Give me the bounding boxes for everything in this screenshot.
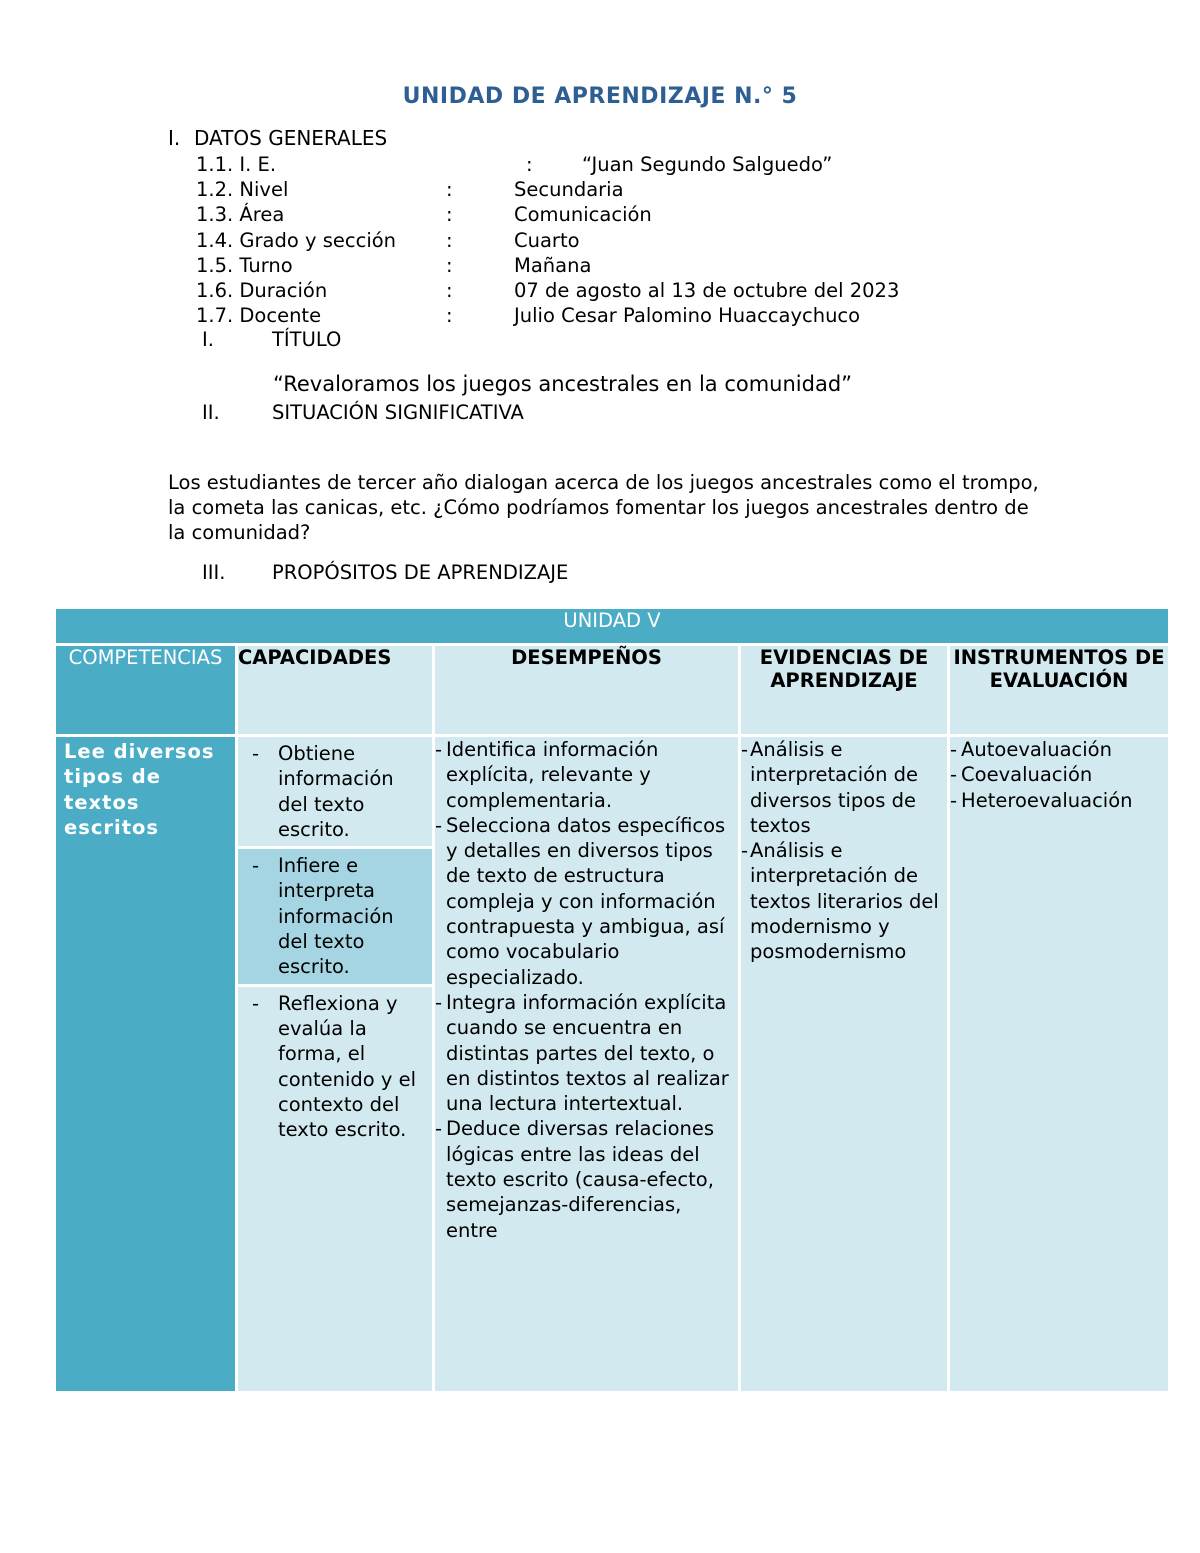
bullet-dash: - [252,991,260,1015]
desempeno-item [435,1116,738,1242]
desempenos-cell [434,736,740,1393]
datos-value: Mañana [514,253,592,277]
instrumento-text: Coevaluación [961,763,1093,787]
section-heading: SITUACIÓN SIGNIFICATIVA [272,401,524,424]
datos-colon: : [446,304,453,328]
capacidad-item [238,987,432,1147]
section-heading: DATOS GENERALES [194,126,388,150]
datos-colon: : [446,228,453,252]
section-heading: TÍTULO [272,328,342,351]
desempeno-text: Selecciona datos específicos y detalles en diversos tipos de texto de estructura compleja y con información contrapuesta y ambigua, así como vocabulario especializado. [446,813,726,989]
instrumento-text: Heteroevaluación [961,788,1133,812]
instrumento-item [950,737,1168,762]
datos-value: “Juan Segundo Salguedo” [582,153,833,176]
bullet-dash: - [252,854,260,878]
bullet-dash: - [435,990,443,1014]
instrumento-item [950,788,1168,813]
datos-label: 1.2. Nivel [196,178,289,202]
datos-label: 1.3. Área [196,203,285,227]
evidencia-text: Análisis e interpretación de textos literarios del modernismo y posmodernismo [750,839,939,964]
section-number: III. [202,561,226,584]
datos-colon: : [446,253,453,277]
instrumentos-cell [949,736,1170,1393]
datos-colon: : [446,203,453,227]
propositos-table [53,606,1171,1394]
bullet-dash: - [950,788,958,812]
capacidades-cell [237,736,434,1393]
desempeno-item [435,813,738,990]
datos-colon: : [446,278,453,302]
datos-value: 07 de agosto al 13 de octubre del 2023 [514,278,900,302]
unit-title-text: “Revaloramos los juegos ancestrales en la comunidad” [273,372,853,396]
header-evidencias: EVIDENCIAS DE APRENDIZAJE [740,645,949,736]
desempeno-item [435,737,738,813]
section-number: I. [202,328,214,351]
bullet-dash: - [435,1117,443,1141]
datos-label: 1.1. I. E. [196,153,277,176]
table-header-row [55,645,1170,736]
bullet-dash: - [741,839,749,863]
datos-value: Secundaria [514,178,624,202]
table-row [55,736,1170,1393]
header-desempenos: DESEMPEÑOS [434,645,740,736]
datos-colon: : [446,178,453,202]
desempeno-text: Deduce diversas relaciones lógicas entre las ideas del texto escrito (causa-efecto, semejanzas-diferencias, entre [446,1117,715,1242]
evidencias-cell [740,736,949,1393]
desempeno-text: Identifica información explícita, relevante y complementaria. [446,738,659,812]
capacidad-item [238,849,432,986]
evidencia-item [741,838,947,964]
datos-label: 1.4. Grado y sección [196,228,397,252]
datos-value: Julio Cesar Palomino Huaccaychuco [514,304,861,328]
competencia-cell: Lee diversos tipos de textos escritos [55,736,237,1393]
bullet-dash: - [741,738,749,761]
section-number: I. [168,126,181,150]
datos-value: Cuarto [514,228,580,252]
header-instrumentos: INSTRUMENTOS DE EVALUACIÓN [949,645,1170,736]
capacidad-text: Infiere e interpreta información del texto escrito. [278,854,394,979]
datos-label: 1.5. Turno [196,253,293,277]
instrumento-item [950,762,1168,787]
bullet-dash: - [950,738,958,761]
capacidad-text: Reflexiona y evalúa la forma, el contenido y el contexto del texto escrito. [278,991,417,1142]
section-datos-generales [168,126,387,150]
instrumento-text: Autoevaluación [961,738,1112,761]
header-capacidades: CAPACIDADES [237,645,434,736]
unit-row [55,608,1170,645]
section-heading: PROPÓSITOS DE APRENDIZAJE [272,561,569,584]
bullet-dash: - [950,763,958,787]
bullet-dash: - [435,738,443,761]
datos-label: 1.6. Duración [196,278,328,302]
capacidad-item [238,737,432,849]
datos-value: Comunicación [514,203,652,227]
page-title: UNIDAD DE APRENDIZAJE N.° 5 [402,84,798,109]
datos-label: 1.7. Docente [196,304,322,328]
section-number: II. [202,401,220,424]
situacion-paragraph: Los estudiantes de tercer año dialogan acerca de los juegos ancestrales como el trompo, la cometa las canicas, etc. ¿Cómo podríamos fomentar los juegos ancestrales dentro de la comunidad? [168,471,1039,544]
bullet-dash: - [435,813,443,837]
desempeno-item [435,990,738,1116]
header-competencias: COMPETENCIAS [55,645,237,736]
unit-header: UNIDAD V [55,608,1170,645]
datos-colon: : [526,153,533,176]
evidencia-text: Análisis e interpretación de diversos tipos de textos [750,738,919,837]
capacidad-text: Obtiene información del texto escrito. [278,742,394,841]
desempeno-text: Integra información explícita cuando se encuentra en distintas partes del texto, o en distintos textos al realizar una lectura intertextual. [446,990,729,1116]
evidencia-item [741,737,947,838]
bullet-dash: - [252,742,260,765]
